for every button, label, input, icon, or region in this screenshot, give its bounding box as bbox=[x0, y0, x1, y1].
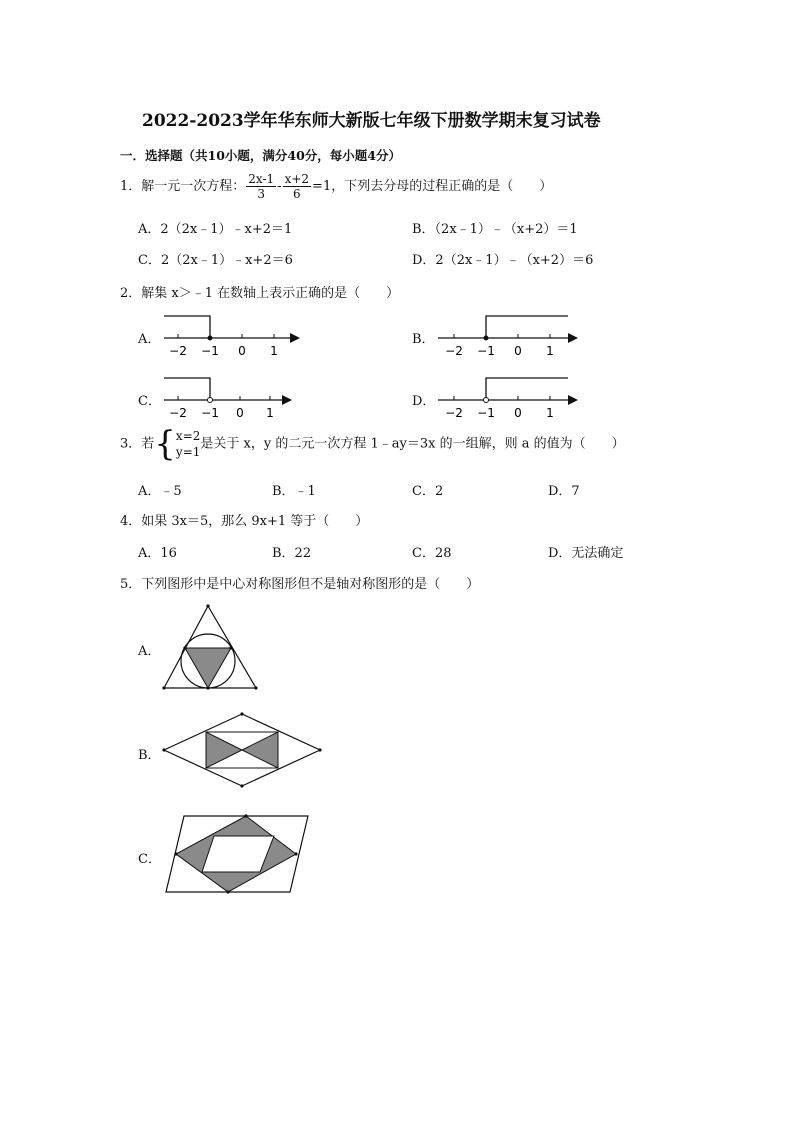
q5-figure-b bbox=[162, 712, 327, 790]
q2-number-line-c bbox=[160, 372, 300, 422]
svg-text:1: 1 bbox=[270, 344, 278, 358]
svg-text:1: 1 bbox=[546, 406, 554, 420]
q1-prefix: 1．解一元一次方程： bbox=[120, 179, 246, 194]
svg-text:−1: −1 bbox=[201, 344, 219, 358]
q3-system-top: x=2 bbox=[175, 429, 201, 443]
question-4: 4．如果 3x＝5，那么 9x+1 等于（ ） bbox=[120, 514, 369, 529]
svg-text:1: 1 bbox=[266, 406, 274, 420]
svg-text:−2: −2 bbox=[445, 406, 463, 420]
q3-suffix: 是关于 x，y 的二元一次方程 1﹣ay＝3x 的一组解，则 a 的值为（ ） bbox=[200, 436, 625, 452]
svg-text:−1: −1 bbox=[201, 406, 219, 420]
q4-option-b[interactable]: B．22 bbox=[272, 546, 312, 561]
q5-option-c-label[interactable]: C． bbox=[138, 852, 161, 867]
q1-option-b[interactable]: B．（2x﹣1）﹣（x+2）＝1 bbox=[412, 222, 578, 237]
svg-text:−1: −1 bbox=[477, 406, 495, 420]
q2-option-a-label[interactable]: A． bbox=[138, 332, 161, 347]
q2-number-line-d bbox=[434, 372, 584, 422]
q3-option-c[interactable]: C．2 bbox=[412, 484, 444, 499]
question-5: 5．下列图形中是中心对称图形但不是轴对称图形的是（ ） bbox=[120, 577, 480, 592]
q1-option-d[interactable]: D．2（2x﹣1）﹣（x+2）＝6 bbox=[412, 253, 594, 268]
q1-option-a[interactable]: A．2（2x﹣1）﹣x+2＝1 bbox=[138, 222, 293, 237]
svg-text:0: 0 bbox=[514, 344, 522, 358]
q5-figure-a bbox=[160, 600, 266, 692]
q3-system bbox=[176, 428, 200, 460]
section-header: 一．选择题（共10小题，满分40分，每小题4分） bbox=[120, 148, 401, 163]
question-3 bbox=[120, 424, 625, 464]
q2-option-d-label[interactable]: D． bbox=[412, 394, 436, 409]
svg-text:0: 0 bbox=[238, 344, 246, 358]
q1-fraction-2 bbox=[283, 172, 311, 201]
q3-option-a[interactable]: A．﹣5 bbox=[138, 484, 182, 499]
q1-suffix: ，下列去分母的过程正确的是（ ） bbox=[331, 179, 553, 194]
q5-option-a-label[interactable]: A． bbox=[138, 644, 161, 659]
q3-option-b[interactable]: B．﹣1 bbox=[272, 484, 316, 499]
q1-fraction-1 bbox=[246, 172, 276, 201]
page-title: 2022-2023学年华东师大新版七年级下册数学期末复习试卷 bbox=[142, 111, 601, 131]
q2-option-c-label[interactable]: C． bbox=[138, 394, 161, 409]
svg-text:−2: −2 bbox=[169, 344, 187, 358]
svg-text:−2: −2 bbox=[445, 344, 463, 358]
q1-frac1-denominator: 3 bbox=[257, 187, 266, 201]
q2-number-line-b bbox=[434, 310, 584, 360]
svg-text:−1: −1 bbox=[477, 344, 495, 358]
q5-figure-c bbox=[162, 812, 312, 896]
q3-system-bottom: y=1 bbox=[175, 445, 201, 459]
q1-frac2-denominator: 6 bbox=[292, 187, 301, 201]
q5-option-b-label[interactable]: B． bbox=[138, 748, 161, 763]
q4-option-c[interactable]: C．28 bbox=[412, 546, 452, 561]
q1-minus: - bbox=[277, 179, 282, 194]
q2-option-b-label[interactable]: B． bbox=[412, 332, 435, 347]
q3-option-d[interactable]: D．7 bbox=[548, 484, 580, 499]
q1-eq-tail: =1 bbox=[312, 179, 332, 194]
q3-prefix: 3．若 bbox=[120, 436, 155, 452]
q1-option-c[interactable]: C．2（2x﹣1）﹣x+2＝6 bbox=[138, 253, 293, 268]
q1-frac2-numerator: x+2 bbox=[284, 172, 310, 186]
svg-text:0: 0 bbox=[514, 406, 522, 420]
q4-option-a[interactable]: A．16 bbox=[138, 546, 177, 561]
q3-brace: { bbox=[154, 424, 176, 464]
q4-option-d[interactable]: D．无法确定 bbox=[548, 546, 624, 561]
question-1 bbox=[120, 172, 552, 201]
svg-text:−2: −2 bbox=[169, 406, 187, 420]
question-2: 2．解集 x＞﹣1 在数轴上表示正确的是（ ） bbox=[120, 286, 400, 301]
q1-frac1-numerator: 2x-1 bbox=[248, 172, 275, 186]
q2-number-line-a bbox=[160, 310, 305, 360]
svg-text:1: 1 bbox=[546, 344, 554, 358]
svg-text:0: 0 bbox=[236, 406, 244, 420]
